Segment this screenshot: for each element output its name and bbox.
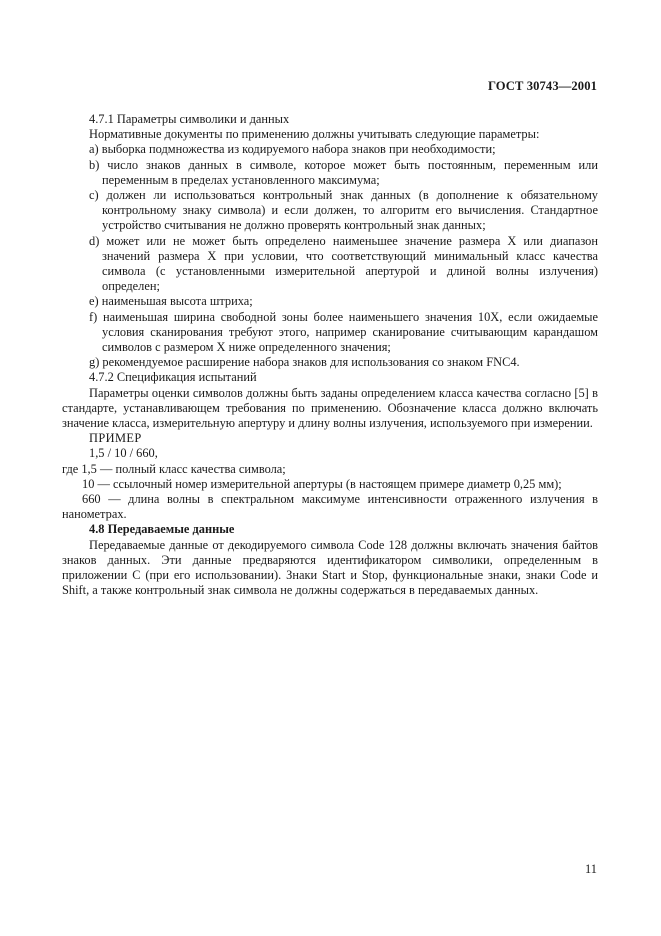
- section-4-8-title: 4.8 Передаваемые данные: [89, 522, 235, 537]
- page-body: [62, 112, 598, 599]
- section-4-8-text: Передаваемые данные от декодируемого символа Code 128 должны включать значения байтов знаков данных. Эти данные предваряются идентификатором символики, определенным в приложении С (при его использовании). Знаки Start и Stop, функциональные знаки, знаки Code и Shift, а также контрольный знак символа не должны содержаться в передаваемых данных.: [62, 537, 598, 598]
- list-item-e: е) наименьшая высота штриха;: [89, 294, 253, 309]
- page-number: 11: [585, 862, 597, 876]
- list-item-a: а) выборка подмножества из кодируемого набора знаков при необходимости;: [89, 142, 496, 157]
- section-4-7-2-title: 4.7.2 Спецификация испытаний: [89, 370, 257, 385]
- standard-designation: ГОСТ 30743—2001: [487, 79, 597, 93]
- section-4-7-1-title: 4.7.1 Параметры символики и данных: [89, 112, 290, 126]
- example-label: ПРИМЕР: [89, 431, 142, 446]
- definition-2: 10 — ссылочный номер измерительной апертуры (в настоящем примере диаметр 0,25 мм);: [82, 476, 562, 491]
- list-item-d: d) может или не может быть определено наименьшее значение размера X или диапазон значений размера X при условии, что соответствующий минимальный класс качества символа (с установленными измерительной апертурой и длиной волны излучения) определен;: [89, 233, 598, 294]
- definition-1: где 1,5 — полный класс качества символа;: [62, 461, 286, 476]
- definition-3: 660 — длина волны в спектральном максимуме интенсивности отраженного излучения в нанометрах.: [62, 492, 598, 522]
- example-formula: 1,5 / 10 / 660,: [89, 446, 158, 461]
- list-item-f: f) наименьшая ширина свободной зоны более наименьшего значения 10X, если ожидаемые условия сканирования требуют этого, например сканирование считывающим карандашом символов с размером X ниже определенного значения;: [89, 309, 598, 355]
- list-item-g: g) рекомендуемое расширение набора знаков для использования со знаком FNC4.: [89, 355, 520, 370]
- list-item-c: с) должен ли использоваться контрольный знак данных (в дополнение к обязательному контрольному знаку символа) и если должен, то алгоритм его вычисления. Стандартное устройство считывания не должно проверять контрольный знак данных;: [89, 188, 598, 233]
- section-4-7-2-text: Параметры оценки символов должны быть заданы определением класса качества согласно [5] в стандарте, устанавливающем требования по применению. Обозначение класса должно включать значение класса, измерительную апертуру и длину волны излучения, используемого при измерении.: [62, 385, 598, 431]
- list-item-b: b) число знаков данных в символе, которое может быть постоянным, переменным или переменным в пределах установленного максимума;: [89, 157, 598, 187]
- section-4-7-1-intro: Нормативные документы по применению должны учитывать следующие параметры:: [89, 127, 540, 142]
